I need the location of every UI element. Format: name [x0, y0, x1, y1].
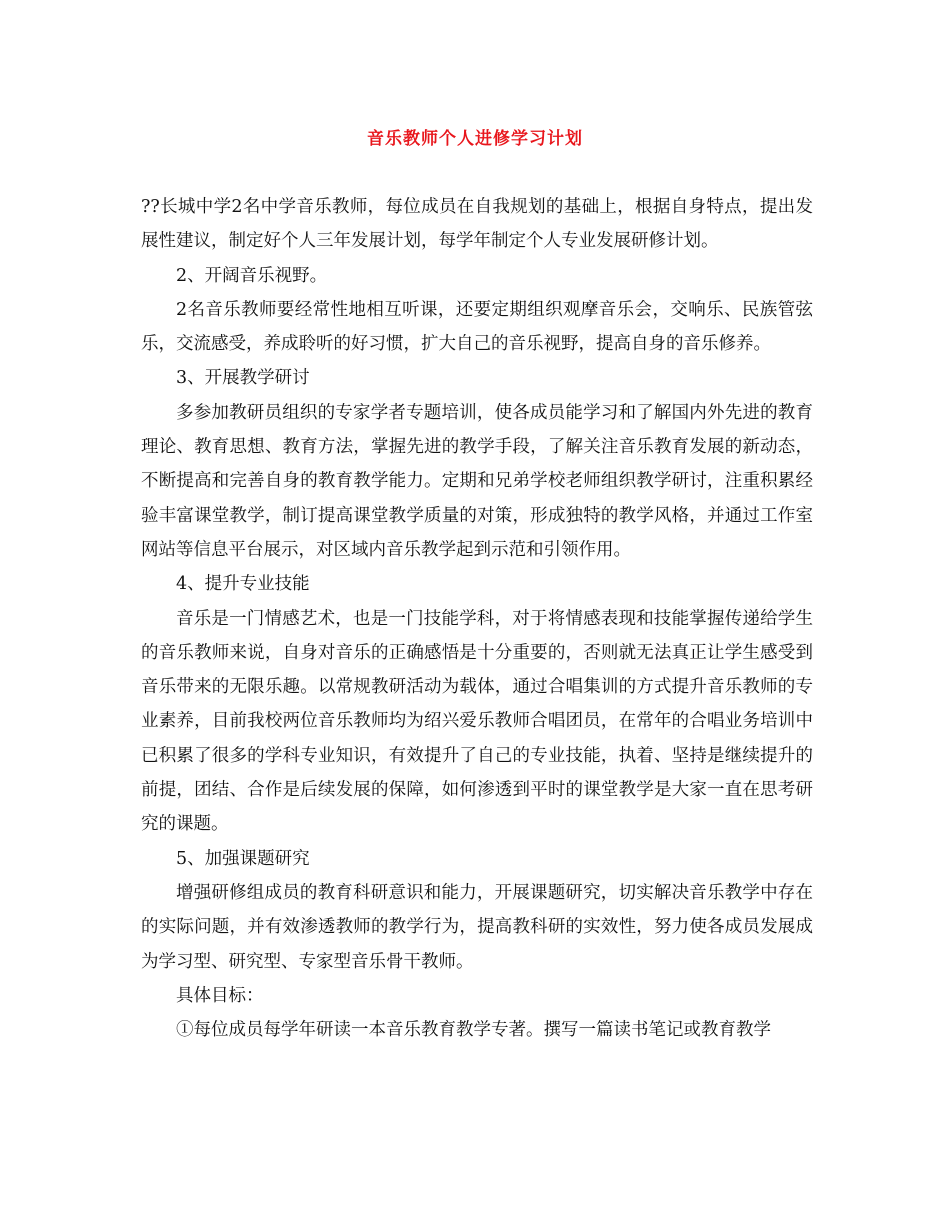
paragraph: 4、提升专业技能 [176, 574, 310, 595]
paragraph: 具体目标： [176, 985, 264, 1006]
paragraph: 2、开阔音乐视野。 [176, 265, 328, 286]
paragraph: ??长城中学2名中学音乐教师，每位成员在自我规划的基础上，根据自身特点，提出发展性建议，制定好个人三年发展计划，每学年制定个人专业发展研修计划。 [141, 197, 813, 252]
paragraph: 增强研修组成员的教育科研意识和能力，开展课题研究，切实解决音乐教学中存在的实际问题，并有效渗透教师的教学行为，提高教科研的实效性，努力使各成员发展成为学习型、研究型、专家型音乐骨干教师。 [141, 882, 813, 972]
document-body [141, 190, 813, 1047]
paragraph: 3、开展教学研讨 [176, 368, 310, 389]
document-title: 音乐教师个人进修学习计划 [367, 129, 583, 149]
paragraph: 音乐是一门情感艺术，也是一门技能学科，对于将情感表现和技能掌握传递给学生的音乐教师来说，自身对音乐的正确感悟是十分重要的，否则就无法真正让学生感受到音乐带来的无限乐趣。以常规教研活动为载体，通过合唱集训的方式提升音乐教师的专业素养，目前我校两位音乐教师均为绍兴爱乐教师合唱团员，在常年的合唱业务培训中已积累了很多的学科专业知识，有效提升了自己的专业技能，执着、坚持是继续提升的前提，团结、合作是后续发展的保障，如何渗透到平时的课堂教学是大家一直在思考研究的课题。 [141, 608, 813, 835]
paragraph: 2名音乐教师要经常性地相互听课，还要定期组织观摩音乐会，交响乐、民族管弦乐，交流感受，养成聆听的好习惯，扩大自己的音乐视野，提高自身的音乐修养。 [141, 299, 813, 355]
paragraph: 5、加强课题研究 [176, 848, 310, 869]
paragraph: 多参加教研员组织的专家学者专题培训，使各成员能学习和了解国内外先进的教育理论、教育思想、教育方法，掌握先进的教学手段，了解关注音乐教育发展的新动态，不断提高和完善自身的教育教学能力。定期和兄弟学校老师组织教学研讨，注重积累经验丰富课堂教学，制订提高课堂教学质量的对策，形成独特的教学风格，并通过工作室网站等信息平台展示，对区域内音乐教学起到示范和引领作用。 [141, 402, 813, 560]
paragraph: ①每位成员每学年研读一本音乐教育教学专著。撰写一篇读书笔记或教育教学 [176, 1020, 771, 1041]
